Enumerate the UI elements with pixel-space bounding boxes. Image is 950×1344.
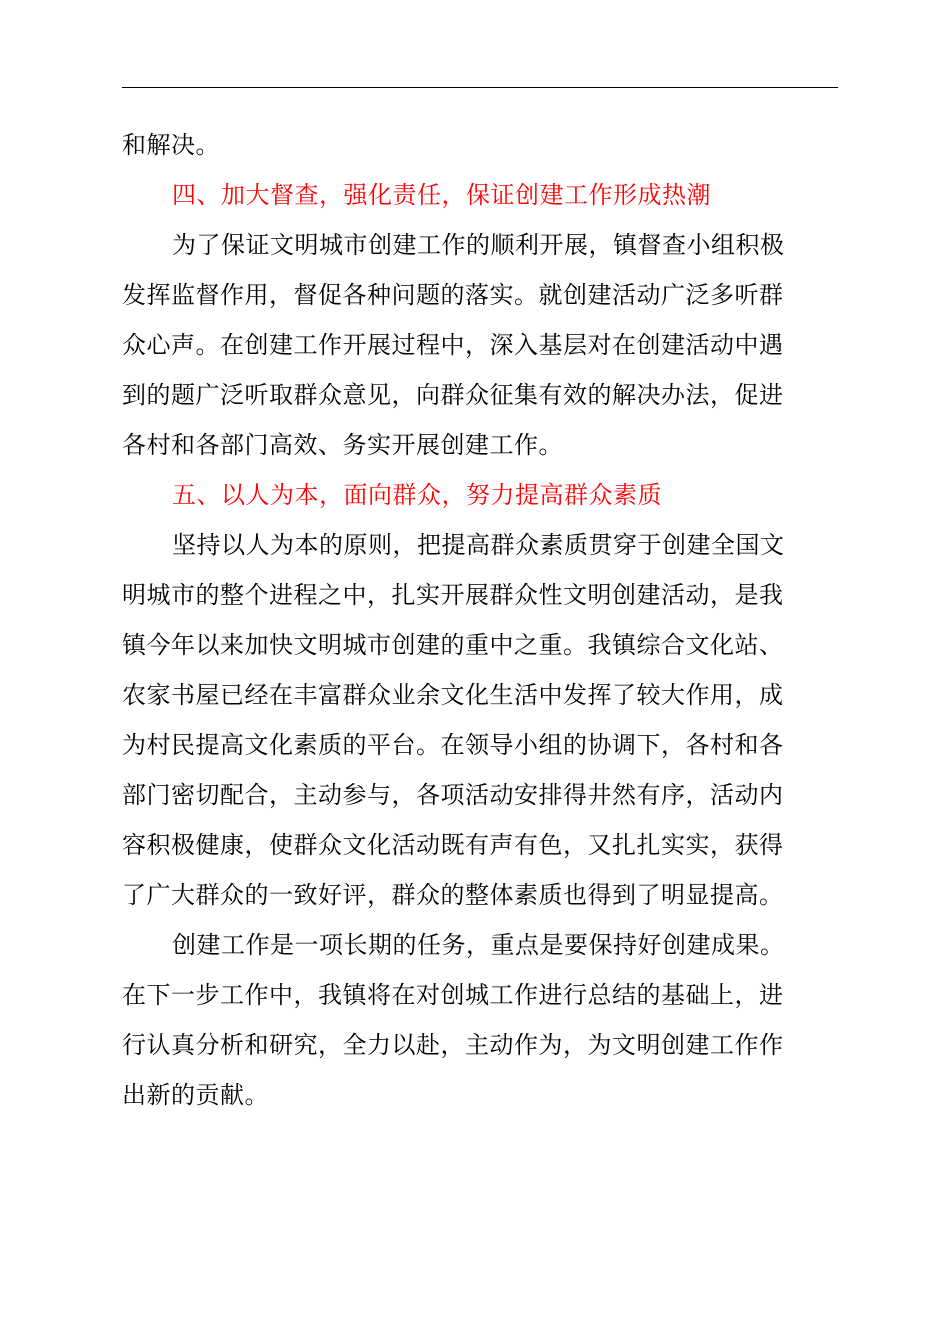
text-line: 到的题广泛听取群众意见，向群众征集有效的解决办法，促进 [122, 381, 784, 409]
text-line: 明城市的整个进程之中，扎实开展群众性文明创建活动，是我 [122, 581, 784, 609]
text-line: 出新的贡献。 [122, 1081, 269, 1109]
text-line: 镇今年以来加快文明城市创建的重中之重。我镇综合文化站、 [122, 631, 784, 659]
text-line: 行认真分析和研究，全力以赴，主动作为，为文明创建工作作 [122, 1031, 784, 1059]
text-line: 为村民提高文化素质的平台。在领导小组的协调下，各村和各 [122, 731, 784, 759]
text-line: 各村和各部门高效、务实开展创建工作。 [122, 431, 563, 459]
text-line: 在下一步工作中，我镇将在对创城工作进行总结的基础上，进 [122, 981, 784, 1009]
section-heading-5: 五、以人为本，面向群众，努力提高群众素质 [172, 481, 662, 509]
text-line: 农家书屋已经在丰富群众业余文化生活中发挥了较大作用，成 [122, 681, 784, 709]
text-line: 容积极健康，使群众文化活动既有声有色，又扎扎实实，获得 [122, 831, 784, 859]
text-line: 了广大群众的一致好评，群众的整体素质也得到了明显提高。 [122, 881, 784, 909]
text-line: 创建工作是一项长期的任务，重点是要保持好创建成果。 [172, 931, 785, 959]
text-line: 众心声。在创建工作开展过程中，深入基层对在创建活动中遇 [122, 331, 784, 359]
header-rule [122, 87, 838, 88]
text-line: 和解决。 [122, 131, 220, 159]
text-line: 坚持以人为本的原则，把提高群众素质贯穿于创建全国文 [172, 531, 785, 559]
document-body [122, 120, 838, 1120]
text-line: 部门密切配合，主动参与，各项活动安排得井然有序，活动内 [122, 781, 784, 809]
text-line: 发挥监督作用，督促各种问题的落实。就创建活动广泛多听群 [122, 281, 784, 309]
section-heading-4: 四、加大督查，强化责任，保证创建工作形成热潮 [172, 181, 711, 209]
text-line: 为了保证文明城市创建工作的顺利开展，镇督查小组积极 [172, 231, 785, 259]
